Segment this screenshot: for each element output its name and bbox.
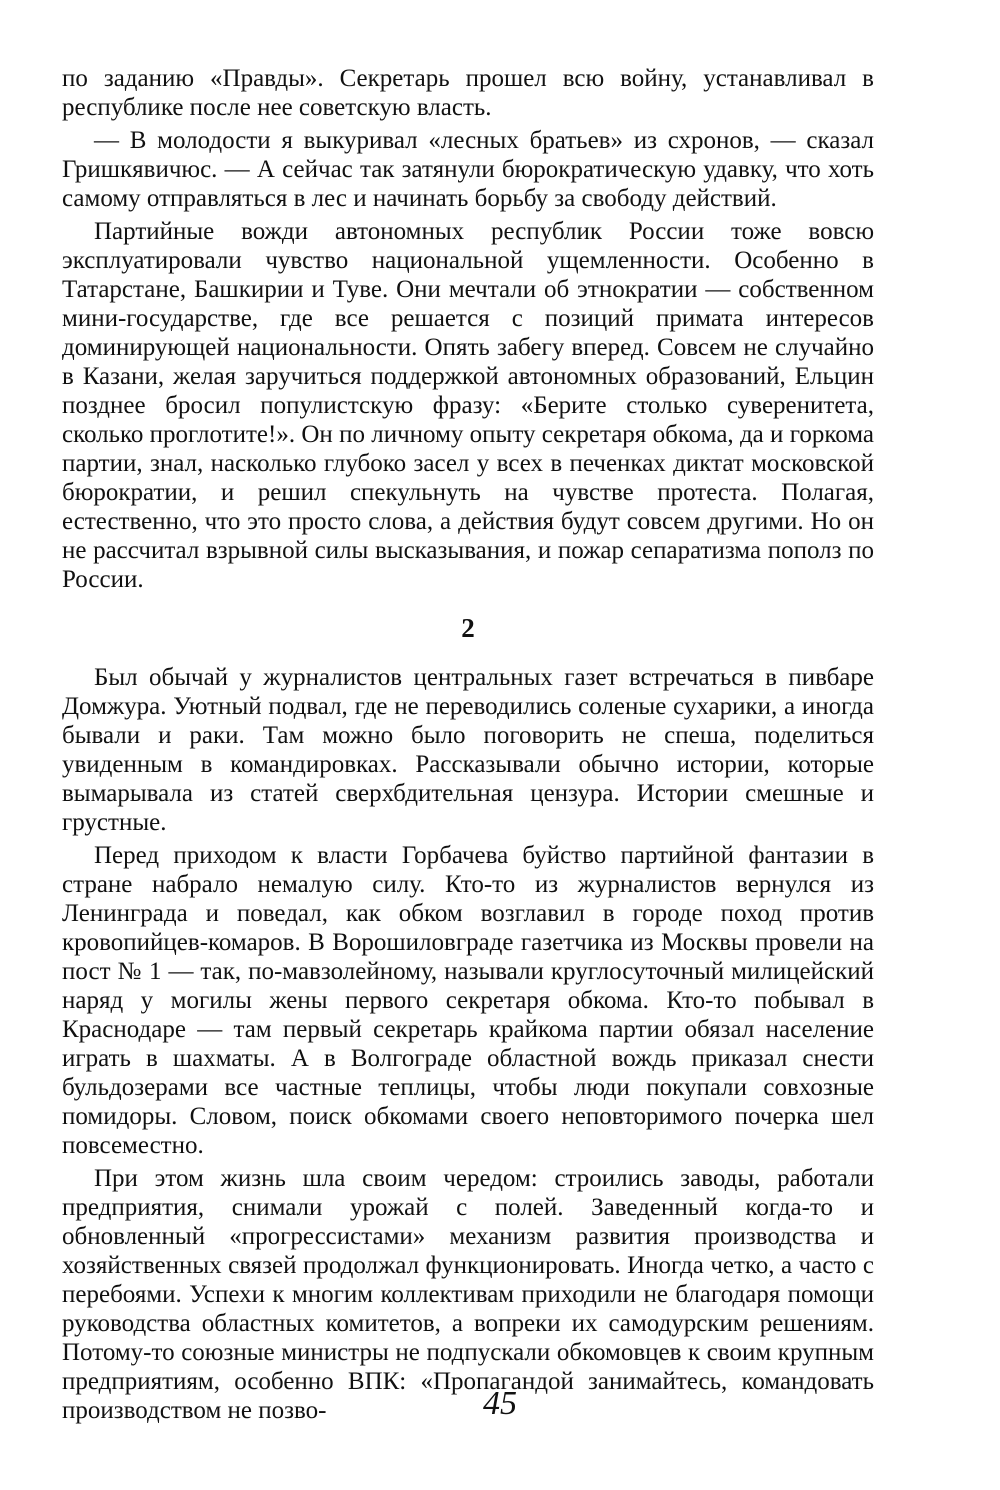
paragraph: Перед приходом к власти Горбачева буйство партийной фантазии в стране набрало немалую силу. Кто-то из журналистов вернулся из Ленинграда и поведал, как обком возглавил в городе поход против кровопийцев-комаров. В Ворошиловграде газетчика из Москвы провели на пост № 1 — так, по-мавзолейному, называли круглосуточный милицейский наряд у могилы жены первого секретаря обкома. Кто-то побывал в Краснодаре — там первый секретарь крайкома партии обязал население играть в шахматы. А в Волгограде областной вождь приказал снести бульдозерами все частные теплицы, чтобы люди покупали совхозные помидоры. Словом, поиск обкомами своего неповторимого почерка шел повсеместно. [62, 842, 874, 1159]
paragraph: Был обычай у журналистов центральных газет встречаться в пивбаре Домжура. Уютный подвал, где не переводились соленые сухарики, а иногда бывали и раки. Там можно было поговорить не спеша, поделиться увиденным в командировках. Рассказывали обычно истории, которые вымарывала из статей сверхбдительная цензура. Истории смешные и грустные. [62, 664, 874, 836]
section-number: 2 [461, 613, 475, 643]
paragraph: по заданию «Правды». Секретарь прошел всю войну, устанавливал в республике после нее советскую власть. [62, 65, 874, 121]
paragraph: При этом жизнь шла своим чередом: строились заводы, работали предприятия, снимали урожай с полей. Заведенный когда-то и обновленный «прогрессистами» механизм развития производства и хозяйственных связей продолжал функционировать. Иногда четко, а часто с перебоями. Успехи к многим коллективам приходили не благодаря помощи руководства областных комитетов, а вопреки их самодурским решениям. Потому-то союзные министры не подпускали обкомовцев к своим крупным предприятиям, особенно ВПК: «Пропагандой занимайтесь, командовать производством не позво- [62, 1165, 874, 1424]
paragraph: — В молодости я выкуривал «лесных братьев» из схронов, — сказал Гришкявичюс. — А сейчас так затянули бюрократическую удавку, что хоть самому отправляться в лес и начинать борьбу за свободу действий. [62, 127, 874, 212]
page-body [62, 64, 874, 1429]
paragraph: Партийные вожди автономных республик России тоже вовсю эксплуатировали чувство национальной ущемленности. Особенно в Татарстане, Башкирии и Туве. Они мечтали об этнократии — собственном мини-государстве, где все решается с позиций примата интересов доминирующей национальности. Опять забегу вперед. Совсем не случайно в Казани, желая заручиться поддержкой автономных образований, Ельцин позднее бросил популистскую фразу: «Берите столько суверенитета, сколько проглотите!». Он по личному опыту секретаря обкома, да и горкома партии, знал, насколько глубоко засел у всех в печенках диктат московской бюрократии, и решил спекульнуть на чувстве протеста. Полагая, естественно, что это просто слова, а действия будут совсем другими. Но он не рассчитал взрывной силы высказывания, и пожар сепаратизма пополз по России. [62, 218, 874, 593]
page-number: 45 [483, 1385, 517, 1422]
